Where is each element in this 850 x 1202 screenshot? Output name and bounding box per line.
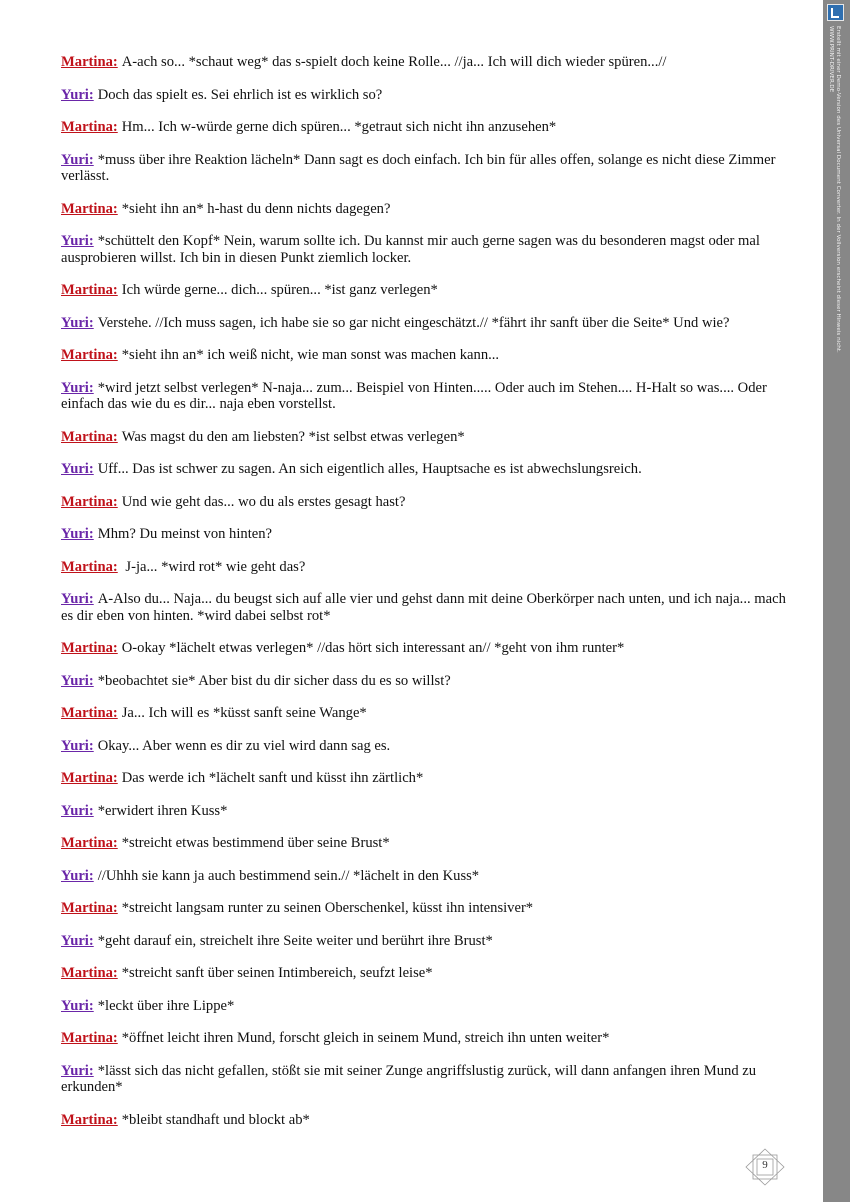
dialogue-text: Doch das spielt es. Sei ehrlich ist es wirklich so? (97, 86, 383, 103)
dialogue-line (61, 119, 801, 136)
dialogue-text: *lässt sich das nicht gefallen, stößt sie mit seiner Zunge angriffslustig zurück, will dann anfangen ihren Mund zu erkunden* (61, 1062, 757, 1095)
dialogue-text: *wird jetzt selbst verlegen* N-naja... zum... Beispiel von Hinten..... Oder auch im Stehen.... H-Halt so was.... Oder einfach das wie du es dir... naja eben vorstellst. (61, 379, 767, 412)
speaker-name: Martina: (61, 347, 118, 363)
dialogue-line (61, 965, 801, 982)
dialogue-line (61, 559, 801, 576)
speaker-name: Martina: (61, 558, 118, 575)
speaker-name: Martina: (61, 493, 118, 510)
speaker-name: Martina: (61, 705, 118, 721)
speaker-name: Martina: (61, 770, 118, 786)
dialogue-text: *bleibt standhaft und blockt ab* (121, 1111, 310, 1128)
dialogue-line (61, 738, 801, 755)
watermark-notice-line: Erstellt mit einer Demo-Version des Universal Document Converter. In der Vollversion erscheint dieser Hinweis nicht. (835, 26, 841, 353)
dialogue-text: Und wie geht das... wo du als erstes gesagt hast? (121, 493, 406, 510)
speaker-name: Martina: (61, 1030, 118, 1046)
dialogue-line (61, 526, 801, 543)
speaker-name: Yuri: (61, 151, 94, 168)
speaker-name: Martina: (61, 1111, 118, 1128)
dialogue-line (61, 461, 801, 478)
dialogue-text: Verstehe. //Ich muss sagen, ich habe sie so gar nicht eingeschätzt.// *fährt ihr sanft über die Seite* Und wie? (97, 314, 730, 331)
dialogue-text: *sieht ihn an* h-hast du denn nichts dagegen? (121, 200, 391, 217)
dialogue-line (61, 201, 801, 218)
speaker-name: Yuri: (61, 379, 94, 396)
dialogue-line (61, 87, 801, 104)
dialogue-line (61, 429, 801, 446)
dialogue-line (61, 835, 801, 852)
speaker-name: Martina: (61, 200, 118, 217)
speaker-name: Yuri: (61, 591, 94, 607)
speaker-name: Yuri: (61, 737, 94, 754)
converter-logo-icon (827, 4, 844, 21)
speaker-name: Yuri: (61, 86, 94, 103)
dialogue-text: *leckt über ihre Lippe* (97, 997, 235, 1014)
dialogue-line (61, 673, 801, 690)
dialogue-text: Uff... Das ist schwer zu sagen. An sich eigentlich alles, Hauptsache es ist abwechslungsreich. (97, 461, 642, 477)
watermark-url: WWW.PRINT-DRIVER.DE (828, 26, 834, 93)
speaker-name: Martina: (61, 428, 118, 445)
speaker-name: Martina: (61, 282, 118, 298)
speaker-name: Yuri: (61, 314, 94, 331)
dialogue-text: Was magst du den am liebsten? *ist selbst etwas verlegen* (121, 428, 465, 445)
dialogue-text: Mhm? Du meinst von hinten? (97, 526, 273, 542)
dialogue-text: Okay... Aber wenn es dir zu viel wird dann sag es. (97, 737, 391, 754)
dialogue-line (61, 152, 801, 185)
speaker-name: Martina: (61, 54, 118, 70)
dialogue-text: *beobachtet sie* Aber bist du dir sicher dass du es so willst? (97, 672, 451, 689)
speaker-name: Yuri: (61, 672, 94, 689)
dialogue-text: *streicht sanft über seinen Intimbereich, seufzt leise* (121, 965, 433, 981)
watermark-notice (827, 26, 841, 353)
dialogue-line (61, 1030, 801, 1047)
speaker-name: Yuri: (61, 867, 94, 884)
dialogue-line (61, 54, 801, 71)
speaker-name: Martina: (61, 119, 118, 135)
dialogue-line (61, 282, 801, 299)
page-number-badge (745, 1148, 785, 1186)
dialogue-line (61, 868, 801, 885)
speaker-name: Yuri: (61, 461, 94, 477)
dialogue-text: A-ach so... *schaut weg* das s-spielt doch keine Rolle... //ja... Ich will dich wieder spüren...// (121, 54, 667, 70)
dialogue-line (61, 998, 801, 1015)
dialogue-line (61, 900, 801, 917)
dialogue-text: *erwidert ihren Kuss* (97, 802, 228, 819)
dialogue-line (61, 315, 801, 332)
dialogue-line (61, 1063, 801, 1096)
dialogue-line (61, 640, 801, 657)
dialogue-line (61, 803, 801, 820)
dialogue-text: *geht darauf ein, streichelt ihre Seite weiter und berührt ihre Brust* (97, 932, 493, 949)
dialogue-text: *öffnet leicht ihren Mund, forscht gleich in seinem Mund, streich ihn unten weiter* (121, 1030, 610, 1046)
speaker-name: Martina: (61, 835, 118, 851)
speaker-name: Yuri: (61, 1062, 94, 1079)
dialogue-line (61, 933, 801, 950)
dialogue-text: //Uhhh sie kann ja auch bestimmend sein.// *lächelt in den Kuss* (97, 867, 480, 884)
dialogue-line (61, 347, 801, 364)
dialogue-line (61, 1112, 801, 1129)
dialogue-text: *streicht langsam runter zu seinen Oberschenkel, küsst ihn intensiver* (121, 900, 534, 916)
dialogue-line (61, 591, 801, 624)
dialogue-text: Hm... Ich w-würde gerne dich spüren... *getraut sich nicht ihn anzusehen* (121, 119, 557, 135)
dialogue-text: Ja... Ich will es *küsst sanft seine Wange* (121, 705, 367, 721)
dialogue-text: *schüttelt den Kopf* Nein, warum sollte ich. Du kannst mir auch gerne sagen was du besonderen magst oder mal ausprobieren willst. Ich bin in diesen Punkt ziemlich locker. (61, 233, 760, 266)
dialogue-line (61, 233, 801, 266)
document-body (61, 54, 801, 1144)
dialogue-text: *sieht ihn an* ich weiß nicht, wie man sonst was machen kann... (121, 347, 500, 363)
speaker-name: Martina: (61, 965, 118, 981)
dialogue-line (61, 705, 801, 722)
dialogue-line (61, 380, 801, 413)
dialogue-line (61, 770, 801, 787)
dialogue-text: O-okay *lächelt etwas verlegen* //das hört sich interessant an// *geht von ihm runter* (121, 640, 625, 656)
speaker-name: Yuri: (61, 932, 94, 949)
dialogue-text: Das werde ich *lächelt sanft und küsst ihn zärtlich* (121, 770, 424, 786)
dialogue-text: A-Also du... Naja... du beugst sich auf alle vier und gehst dann mit deine Oberkörper nach unten, und ich naja... mach es dir eben von hinten. *wird dabei selbst rot* (61, 591, 786, 624)
speaker-name: Martina: (61, 640, 118, 656)
speaker-name: Martina: (61, 900, 118, 916)
speaker-name: Yuri: (61, 233, 94, 249)
dialogue-text: J-ja... *wird rot* wie geht das? (121, 558, 306, 575)
dialogue-text: *muss über ihre Reaktion lächeln* Dann sagt es doch einfach. Ich bin für alles offen, solange es nicht diese Zimmer verlässt. (61, 151, 776, 184)
dialogue-text: Ich würde gerne... dich... spüren... *ist ganz verlegen* (121, 282, 438, 298)
dialogue-text: *streicht etwas bestimmend über seine Brust* (121, 835, 390, 851)
speaker-name: Yuri: (61, 802, 94, 819)
speaker-name: Yuri: (61, 526, 94, 542)
speaker-name: Yuri: (61, 997, 94, 1014)
watermark-sidebar (823, 0, 850, 1202)
page-number: 9 (762, 1159, 768, 1171)
dialogue-line (61, 494, 801, 511)
